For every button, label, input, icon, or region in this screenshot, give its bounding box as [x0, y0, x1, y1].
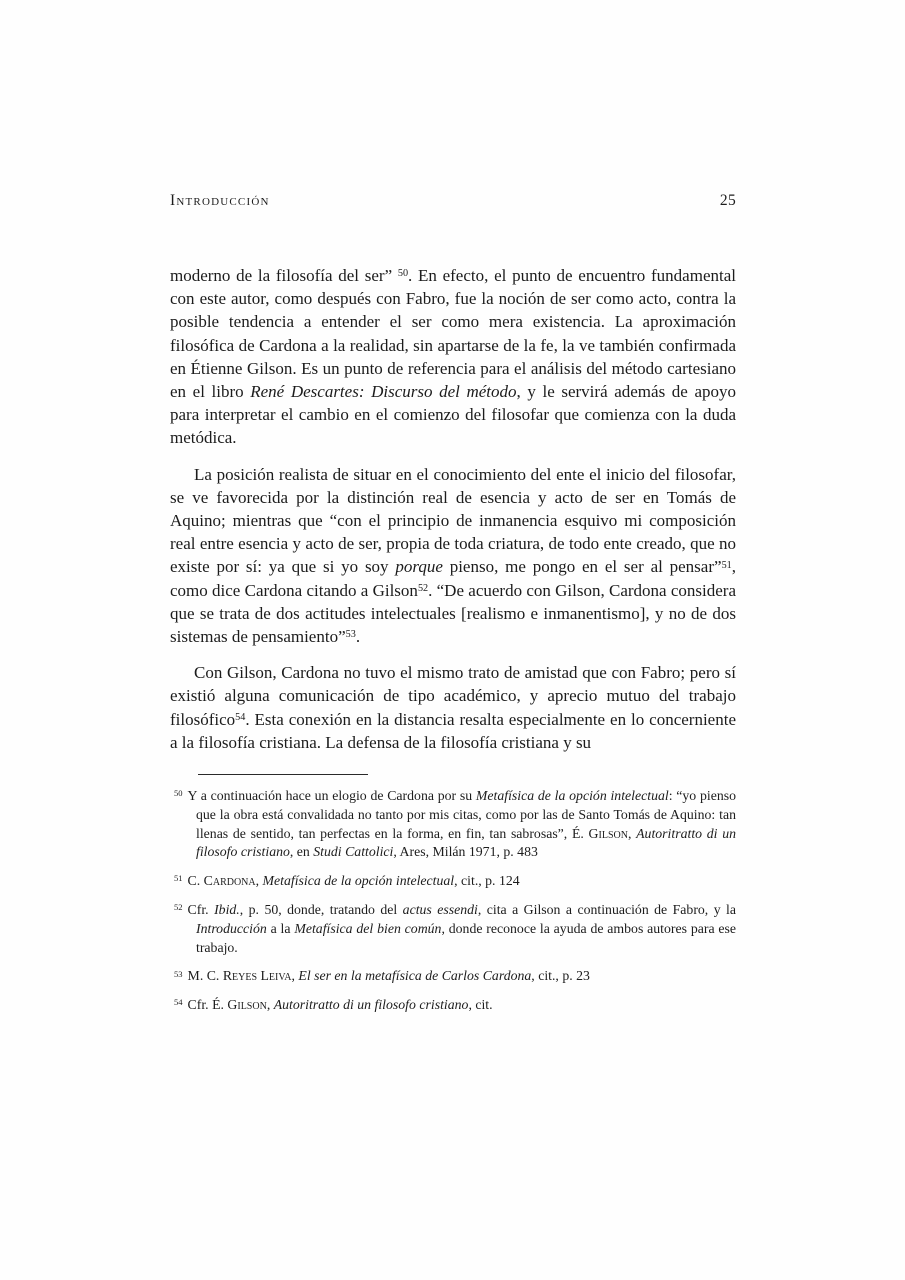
text-run: . “De acuerdo con Gilson, Cardona considera que se trata de dos actitudes intelectuales [realismo e inmanentismo], y no de dos sistemas de pensamiento” [170, 580, 736, 647]
text-run: moderno de la filosofía del ser” [170, 266, 398, 285]
running-header-title: Introducción [170, 192, 270, 209]
text-run: , Ares, Milán 1971, p. 483 [393, 844, 538, 860]
text-run: , [255, 873, 263, 889]
page-number: 25 [719, 192, 736, 209]
text-run: , [291, 968, 299, 984]
text-run: . Esta conexión en la distancia resalta especialmente en lo concerniente a la filosofía cristiana. La defensa de la filosofía cristiana y su [170, 709, 736, 752]
text-run: , cit., p. 124 [454, 873, 520, 889]
footnote-separator [198, 774, 368, 775]
footnote-marker: 52 [174, 902, 183, 913]
text-run-italic: Autoritratto di un filosofo cristiano [273, 997, 469, 1013]
footnote-reference: 53 [345, 629, 356, 641]
paragraph [170, 463, 736, 649]
text-run-smallcaps: É. Gilson [212, 997, 267, 1013]
text-run: pienso, me pongo en el ser al pensar” [442, 557, 722, 577]
page-header [170, 192, 736, 210]
text-run: , p. 50, donde, tratando del [239, 902, 403, 918]
text-run-italic: Autoritratto di un filosofo cristiano [196, 825, 736, 860]
text-run-italic: Ibid. [214, 902, 240, 918]
text-run: , cita a Gilson a continuación de Fabro, y la [477, 902, 736, 918]
paragraph [170, 661, 736, 754]
text-run: Cfr. [187, 902, 215, 918]
text-run-italic: René Descartes: Discurso del método [250, 382, 517, 402]
text-run-italic: Metafísica de la opción intelectual [475, 788, 669, 804]
text-run: a la [266, 920, 295, 936]
text-run: , donde reconoce la ayuda de ambos autores para ese trabajo. [196, 920, 737, 955]
footnote-reference: 54 [235, 712, 246, 724]
text-run: , cit. [468, 997, 493, 1013]
text-run: La posición realista de situar en el conocimiento del ente el inicio del filosofar, se ve favorecida por la distinción real de esencia y acto de ser en Tomás de Aquino; mientras que “con el principio de inmanencia esquivo mi composición real entre esencia y acto de ser, propia de toda criatura, de todo ente creado, que no existe por sí: ya que si yo soy [170, 464, 736, 577]
text-run-italic: El ser en la metafísica de Carlos Cardona [298, 968, 532, 984]
text-run-smallcaps: C. Cardona [187, 873, 256, 889]
footnote-marker: 54 [174, 997, 183, 1008]
text-run: . [355, 627, 361, 647]
page-content [170, 192, 736, 1025]
footnote [174, 967, 736, 986]
text-run: Y a continuación hace un elogio de Cardona por su [187, 788, 476, 804]
text-run: , [266, 997, 274, 1013]
text-run-smallcaps: M. C. Reyes Leiva [187, 968, 292, 984]
text-run-italic: Metafísica del bien común [294, 920, 442, 936]
text-run-italic: actus essendi [402, 902, 478, 918]
text-run: , cit., p. 23 [531, 968, 590, 984]
text-run-italic: Metafísica de la opción intelectual [262, 873, 455, 889]
text-run-italic: porque [395, 557, 443, 577]
text-run-italic: Introducción [196, 920, 267, 936]
text-run: Cfr. [187, 997, 213, 1013]
footnote [174, 787, 736, 862]
footnote-marker: 51 [174, 873, 183, 884]
text-run: , [627, 825, 637, 841]
text-run: , como dice Cardona citando a Gilson [170, 557, 736, 600]
footnote [174, 901, 736, 957]
footnote-marker: 50 [174, 788, 183, 799]
footnote-marker: 53 [174, 968, 183, 979]
footnotes [170, 787, 736, 1015]
footnote-reference: 52 [417, 583, 429, 595]
text-run: . En efecto, el punto de encuentro fundamental con este autor, como después con Fabro, fue la noción de ser como acto, contra la posible tendencia a entender el ser como mera existencia. La aproximación filosófica de Cardona a la realidad, sin apartarse de la fe, la ve también confirmada en Étienne Gilson. Es un punto de referencia para el análisis del método cartesiano en el libro [170, 266, 736, 402]
footnote [174, 996, 736, 1015]
paragraph [170, 264, 736, 450]
text-run-italic: Studi Cattolici [313, 844, 394, 860]
text-run: : “yo pienso que la obra está convalidada no tanto por mis citas, como por las de Santo Tomás de Aquino: tan llenas de sentido, tan perfectas en la forma, en fin, tan sabrosas”, [196, 788, 736, 841]
footnote-reference: 50 [397, 268, 409, 280]
footnote-reference: 51 [721, 559, 732, 571]
text-run: , en [289, 844, 314, 860]
text-run: Con Gilson, Cardona no tuvo el mismo trato de amistad que con Fabro; pero sí existió alguna comunicación de tipo académico, y aprecio mutuo del trabajo filosófico [170, 663, 736, 729]
footnote [174, 872, 736, 891]
body-text [170, 264, 736, 754]
text-run-smallcaps: É. Gilson [571, 825, 628, 841]
text-run: , y le servirá además de apoyo para interpretar el cambio en el comienzo del filosofar que comienza con la duda metódica. [170, 382, 737, 448]
